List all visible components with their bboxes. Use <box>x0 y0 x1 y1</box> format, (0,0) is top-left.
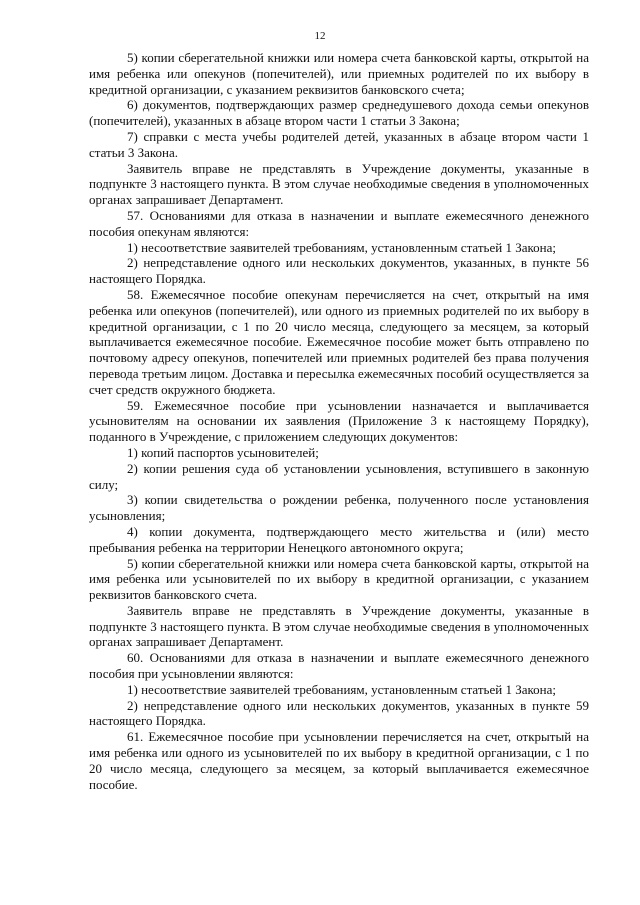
paragraph: 5) копии сберегательной книжки или номера счета банковской карты, открытой на имя ребенка или опекунов (попечителей), или приемных родителей по их выбору в кредитной организации, с указанием реквизитов банковского счета; <box>89 50 589 97</box>
paragraph: Заявитель вправе не представлять в Учреждение документы, указанные в подпункте 3 настоящего пункта. В этом случае необходимые сведения в уполномоченных органах запрашивает Департамент. <box>89 160 589 208</box>
paragraph: 3) копии свидетельства о рождении ребенка, полученного после установления усыновления; <box>89 492 589 524</box>
document-body <box>89 50 589 792</box>
paragraph: 1) копий паспортов усыновителей; <box>127 444 319 460</box>
paragraph: Заявитель вправе не представлять в Учреждение документы, указанные в подпункте 3 настоящего пункта. В этом случае необходимые сведения в уполномоченных органах запрашивает Департамент. <box>89 602 589 650</box>
paragraph: 2) непредставление одного или нескольких документов, указанных в пункте 59 настоящего Порядка. <box>89 697 589 729</box>
paragraph: 5) копии сберегательной книжки или номера счета банковской карты, открытой на имя ребенка или усыновителей по их выбору в кредитной организации, с указанием реквизитов банковского счета. <box>89 555 589 603</box>
paragraph: 60. Основаниями для отказа в назначении и выплате ежемесячного денежного пособия при усыновлении являются: <box>89 650 589 682</box>
paragraph: 2) непредставление одного или нескольких документов, указанных, в пункте 56 настоящего Порядка. <box>89 255 589 287</box>
paragraph: 61. Ежемесячное пособие при усыновлении перечисляется на счет, открытый на имя ребенка или одного из усыновителей по их выбору в кредитной организации, с 1 по 20 число месяца, следующего за месяцем, за который выплачивается ежемесячное пособие. <box>89 729 589 792</box>
paragraph: 2) копии решения суда об установлении усыновления, вступившего в законную силу; <box>89 460 589 492</box>
paragraph: 58. Ежемесячное пособие опекунам перечисляется на счет, открытый на имя ребенка или опекунов (попечителей), или одного из приемных родителей по их выбору в кредитной организации, с 1 по 20 число месяца, следующего за месяцем, за который выплачивается ежемесячное пособие. Ежемесячное пособие может быть отправлено по почтовому адресу опекунов, попечителей или приемных родителей без права получения перевода третьим лицом. Доставка и пересылка ежемесячных пособий осуществляется за счет средств окружного бюджета. <box>89 286 589 397</box>
paragraph: 4) копии документа, подтверждающего место жительства и (или) место пребывания ребенка на территории Ненецкого автономного округа; <box>89 523 589 555</box>
paragraph: 6) документов, подтверждающих размер среднедушевого дохода семьи опекунов (попечителей), указанных в абзаце втором части 1 статьи 3 Закона; <box>89 97 589 129</box>
page-number: 12 <box>314 30 326 42</box>
paragraph: 1) несоответствие заявителей требованиям, установленным статьей 1 Закона; <box>127 239 556 255</box>
paragraph: 7) справки с места учебы родителей детей, указанных в абзаце втором части 1 статьи 3 Закона. <box>89 128 589 160</box>
paragraph: 57. Основаниями для отказа в назначении и выплате ежемесячного денежного пособия опекунам являются: <box>89 207 589 239</box>
paragraph: 59. Ежемесячное пособие при усыновлении назначается и выплачивается усыновителям на основании их заявления (Приложение 3 к настоящему Порядку), поданного в Учреждение, с приложением следующих документов: <box>89 397 589 445</box>
paragraph: 1) несоответствие заявителей требованиям, установленным статьей 1 Закона; <box>127 681 556 697</box>
